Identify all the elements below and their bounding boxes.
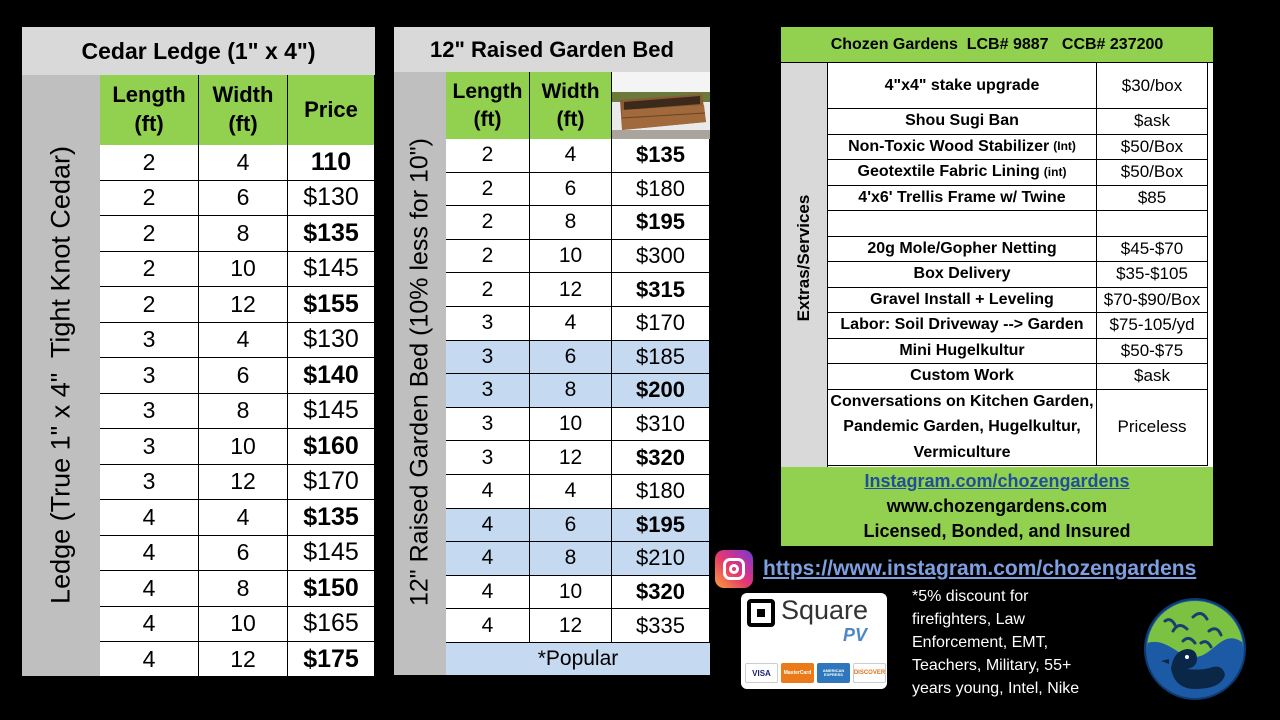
service-name: Mini Hugelkultur xyxy=(899,341,1025,359)
length-cell: 2 xyxy=(446,273,530,306)
price-cell: $150 xyxy=(288,571,375,606)
length-cell: 4 xyxy=(100,607,199,642)
width-cell: 12 xyxy=(199,465,288,500)
table-row xyxy=(828,211,1208,237)
table-row xyxy=(828,109,1208,135)
table-row xyxy=(100,358,375,394)
price-cell: $135 xyxy=(288,500,375,535)
price-cell: $75-105/yd xyxy=(1097,313,1208,338)
service-name: Shou Sugi Ban xyxy=(905,112,1019,130)
service-cell xyxy=(828,109,1097,134)
length-cell: 2 xyxy=(446,240,530,273)
width-cell: 8 xyxy=(199,216,288,251)
chozen-gardens-duck-logo xyxy=(1143,597,1247,701)
square-payment-logo xyxy=(741,593,887,689)
width-cell: 12 xyxy=(530,441,612,474)
licensed-text: Licensed, Bonded, and Insured xyxy=(863,521,1131,542)
width-cell: 4 xyxy=(199,145,288,180)
table-row xyxy=(100,181,375,217)
service-cell xyxy=(828,262,1097,287)
extras-rows xyxy=(828,63,1208,466)
price-cell: $45-$70 xyxy=(1097,237,1208,262)
service-name: 4"x4" stake upgrade xyxy=(884,76,1040,94)
length-cell: 2 xyxy=(100,181,199,216)
length-cell: 3 xyxy=(100,358,199,393)
service-name: Geotextile Fabric Lining xyxy=(857,163,1040,181)
length-header: Length (ft) xyxy=(446,72,530,139)
length-cell: 2 xyxy=(100,145,199,180)
length-cell: 3 xyxy=(100,465,199,500)
price-cell: $300 xyxy=(612,240,710,273)
length-cell: 3 xyxy=(446,341,530,374)
length-cell: 3 xyxy=(446,307,530,340)
price-cell: $145 xyxy=(288,394,375,429)
service-cell xyxy=(828,63,1097,108)
width-cell: 12 xyxy=(530,273,612,306)
service-cell xyxy=(828,364,1097,389)
popular-note: *Popular xyxy=(446,643,710,675)
price-cell: $135 xyxy=(288,216,375,251)
table-row xyxy=(100,607,375,643)
table-row xyxy=(828,313,1208,339)
price-cell: $50/Box xyxy=(1097,160,1208,185)
price-cell: $310 xyxy=(612,408,710,441)
service-cell xyxy=(828,339,1097,364)
width-cell: 12 xyxy=(199,287,288,322)
raised-bed-rows xyxy=(446,139,710,643)
width-cell: 6 xyxy=(199,536,288,571)
width-cell: 10 xyxy=(199,252,288,287)
table-row xyxy=(100,252,375,288)
amex-icon: AMERICAN EXPRESS xyxy=(817,663,850,683)
price-cell: $180 xyxy=(612,173,710,206)
instagram-row xyxy=(715,549,1196,589)
width-cell: 10 xyxy=(530,408,612,441)
price-cell: $ask xyxy=(1097,109,1208,134)
cedar-ledge-side-label: Ledge (True 1" x 4" Tight Knot Cedar) xyxy=(22,75,100,676)
price-cell: $200 xyxy=(612,374,710,407)
table-row xyxy=(446,441,710,475)
table-row xyxy=(446,173,710,207)
length-cell: 3 xyxy=(446,408,530,441)
width-cell: 6 xyxy=(530,509,612,542)
instagram-icon[interactable] xyxy=(715,550,753,588)
length-cell: 2 xyxy=(100,252,199,287)
table-row xyxy=(100,145,375,181)
width-cell: 10 xyxy=(199,429,288,464)
table-row xyxy=(446,240,710,274)
width-cell: 8 xyxy=(199,394,288,429)
cedar-ledge-rows xyxy=(100,145,375,678)
length-cell: 3 xyxy=(100,323,199,358)
price-cell: $ask xyxy=(1097,364,1208,389)
table-row xyxy=(446,576,710,610)
extras-table xyxy=(781,27,1213,546)
width-cell: 4 xyxy=(530,307,612,340)
service-name: 20g Mole/Gopher Netting xyxy=(867,239,1057,257)
service-name: Conversations on Kitchen Garden, Pandemic Garden, Hugelkultur, Vermiculture xyxy=(830,392,1094,461)
table-row xyxy=(446,307,710,341)
table-row xyxy=(828,339,1208,365)
price-cell: $195 xyxy=(612,509,710,542)
table-row xyxy=(100,571,375,607)
price-cell: $35-$105 xyxy=(1097,262,1208,287)
width-cell: 8 xyxy=(530,206,612,239)
company-header: Chozen Gardens LCB# 9887 CCB# 237200 xyxy=(781,27,1213,63)
length-cell: 2 xyxy=(100,216,199,251)
visa-icon: VISA xyxy=(745,663,778,683)
table-row xyxy=(446,341,710,375)
table-row xyxy=(828,390,1208,466)
price-cell: $165 xyxy=(288,607,375,642)
width-cell: 6 xyxy=(199,181,288,216)
width-header: Width (ft) xyxy=(199,75,288,145)
table-row xyxy=(100,642,375,678)
cedar-ledge-table xyxy=(22,27,375,676)
service-cell xyxy=(828,313,1097,338)
width-cell: 8 xyxy=(199,571,288,606)
service-note: (Int) xyxy=(1053,139,1076,154)
price-cell: $160 xyxy=(288,429,375,464)
table-row xyxy=(100,429,375,465)
price-cell: $130 xyxy=(288,323,375,358)
table-row xyxy=(446,374,710,408)
cedar-ledge-title: Cedar Ledge (1" x 4") xyxy=(22,27,375,75)
width-cell: 4 xyxy=(530,475,612,508)
length-cell: 4 xyxy=(100,642,199,677)
extras-side-label: Extras/Services xyxy=(781,63,828,467)
price-cell: $195 xyxy=(612,206,710,239)
price-cell: $170 xyxy=(288,465,375,500)
table-row xyxy=(828,237,1208,263)
table-row xyxy=(828,63,1208,109)
table-row xyxy=(100,536,375,572)
price-cell: 110 xyxy=(288,145,375,180)
length-header: Length (ft) xyxy=(100,75,199,145)
square-logo-icon xyxy=(747,599,775,627)
service-cell xyxy=(828,211,1097,236)
service-note: (int) xyxy=(1043,164,1067,179)
width-cell: 6 xyxy=(530,173,612,206)
price-cell: $70-$90/Box xyxy=(1097,288,1208,313)
price-cell: $185 xyxy=(612,341,710,374)
table-row xyxy=(828,288,1208,314)
length-cell: 2 xyxy=(446,206,530,239)
table-row xyxy=(446,609,710,643)
raised-bed-side-label: 12" Raised Garden Bed (10% less for 10") xyxy=(394,72,446,675)
table-row xyxy=(446,206,710,240)
price-cell: $175 xyxy=(288,642,375,677)
price-cell: $85 xyxy=(1097,186,1208,211)
price-cell: Priceless xyxy=(1097,390,1208,465)
price-cell: $30/box xyxy=(1097,63,1208,108)
instagram-url-link[interactable]: https://www.instagram.com/chozengardens xyxy=(763,557,1197,580)
width-cell: 10 xyxy=(530,576,612,609)
width-cell: 12 xyxy=(530,609,612,642)
service-cell xyxy=(828,237,1097,262)
length-cell: 4 xyxy=(446,542,530,575)
table-row xyxy=(100,500,375,536)
service-name: Custom Work xyxy=(910,367,1014,385)
website-text: www.chozengardens.com xyxy=(886,495,1108,516)
table-row xyxy=(100,394,375,430)
table-row xyxy=(828,160,1208,186)
price-cell: $145 xyxy=(288,252,375,287)
discover-icon: DISCOVER xyxy=(853,663,886,683)
service-cell xyxy=(828,390,1097,465)
width-cell: 12 xyxy=(199,642,288,677)
width-cell: 6 xyxy=(199,358,288,393)
service-name: Gravel Install + Leveling xyxy=(870,290,1054,308)
price-cell: $180 xyxy=(612,475,710,508)
price-cell: $210 xyxy=(612,542,710,575)
raised-bed-table xyxy=(394,27,710,675)
width-cell: 8 xyxy=(530,374,612,407)
table-row xyxy=(828,364,1208,390)
table-row xyxy=(100,465,375,501)
width-cell: 10 xyxy=(530,240,612,273)
price-cell: $50-$75 xyxy=(1097,339,1208,364)
table-row xyxy=(446,542,710,576)
service-cell xyxy=(828,135,1097,160)
card-brands xyxy=(745,663,886,683)
width-cell: 4 xyxy=(199,500,288,535)
table-row xyxy=(828,262,1208,288)
width-cell: 4 xyxy=(199,323,288,358)
price-cell: $130 xyxy=(288,181,375,216)
length-cell: 2 xyxy=(100,287,199,322)
length-cell: 4 xyxy=(100,571,199,606)
mastercard-icon: MasterCard xyxy=(781,663,814,683)
table-row xyxy=(446,475,710,509)
price-cell: $320 xyxy=(612,576,710,609)
table-row xyxy=(828,135,1208,161)
price-cell: $145 xyxy=(288,536,375,571)
table-row xyxy=(100,287,375,323)
price-cell: $155 xyxy=(288,287,375,322)
price-cell: $335 xyxy=(612,609,710,642)
length-cell: 3 xyxy=(446,374,530,407)
service-cell xyxy=(828,288,1097,313)
price-cell: $320 xyxy=(612,441,710,474)
width-cell: 8 xyxy=(530,542,612,575)
width-cell: 6 xyxy=(530,341,612,374)
length-cell: 2 xyxy=(446,139,530,172)
service-name: 4'x6' Trellis Frame w/ Twine xyxy=(858,188,1066,206)
service-name: Box Delivery xyxy=(913,265,1011,283)
length-cell: 4 xyxy=(446,609,530,642)
price-cell: $140 xyxy=(288,358,375,393)
length-cell: 2 xyxy=(446,173,530,206)
length-cell: 4 xyxy=(100,536,199,571)
service-name: Non-Toxic Wood Stabilizer xyxy=(848,137,1050,155)
square-brand: Square xyxy=(781,595,869,625)
length-cell: 4 xyxy=(446,576,530,609)
length-cell: 3 xyxy=(100,394,199,429)
length-cell: 4 xyxy=(446,509,530,542)
discount-note: *5% discount for firefighters, Law Enforcement, EMT, Teachers, Military, 55+ years young, Intel, Nike xyxy=(912,588,1080,697)
service-cell xyxy=(828,186,1097,211)
width-cell: 4 xyxy=(530,139,612,172)
table-row xyxy=(100,216,375,252)
width-cell: 10 xyxy=(199,607,288,642)
raised-bed-title: 12" Raised Garden Bed xyxy=(394,27,710,72)
service-cell xyxy=(828,160,1097,185)
price-header: Price xyxy=(288,75,375,145)
length-cell: 4 xyxy=(446,475,530,508)
raised-bed-photo xyxy=(612,72,710,139)
service-name: Labor: Soil Driveway --> Garden xyxy=(840,316,1084,334)
table-row xyxy=(446,509,710,543)
price-cell: $170 xyxy=(612,307,710,340)
length-cell: 3 xyxy=(100,429,199,464)
table-row xyxy=(446,139,710,173)
instagram-link[interactable]: Instagram.com/chozengardens xyxy=(864,470,1130,491)
table-row xyxy=(100,323,375,359)
price-cell: $315 xyxy=(612,273,710,306)
price-cell xyxy=(1097,211,1208,236)
contact-block xyxy=(781,467,1213,546)
width-header: Width (ft) xyxy=(530,72,612,139)
length-cell: 3 xyxy=(446,441,530,474)
length-cell: 4 xyxy=(100,500,199,535)
price-cell: $50/Box xyxy=(1097,135,1208,160)
table-row xyxy=(446,273,710,307)
price-cell: $135 xyxy=(612,139,710,172)
table-row xyxy=(828,186,1208,212)
square-sub: PV xyxy=(843,625,868,645)
table-row xyxy=(446,408,710,442)
